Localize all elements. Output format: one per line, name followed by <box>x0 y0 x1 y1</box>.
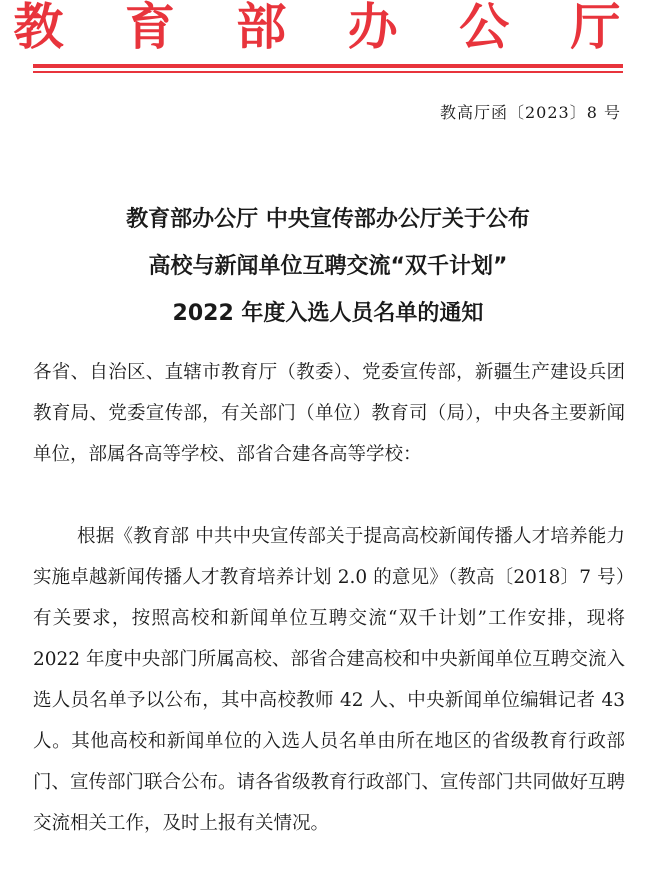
issuing-office-header: 教 育 部 办 公 厅 <box>13 0 643 56</box>
red-rule-thin <box>33 71 623 73</box>
red-rule-thick <box>33 64 623 68</box>
title-line-1: 教育部办公厅 中央宣传部办公厅关于公布 <box>126 207 530 232</box>
body-paragraph-1: 根据《教育部 中共中央宣传部关于提高高校新闻传播人才培养能力 实施卓越新闻传播人才教育培养计划 2.0 的意见》（教高〔2018〕7 号）有关要求，按照高校和新闻单位互聘交流“双千计划”工作安排，现将 2022 年度中央部门所属高校、部省合建高校和中央新闻单位互聘交流入选人员名单予以公布，其中高校教师 42 人、中央新闻单位编辑记者 43 人。其他高校和新闻单位的入选人员名单由所在地区的省级教育行政部门、宣传部门联合公布。请各省级教育行政部门、宣传部门共同做好互聘交流相关工作，及时上报有关情况。 <box>33 526 626 834</box>
addressee-paragraph: 各省、自治区、直辖市教育厅（教委）、党委宣传部，新疆生产建设兵团教育局、党委宣传部，有关部门（单位）教育司（局），中央各主要新闻单位，部属各高等学校、部省合建各高等学校： <box>33 362 625 465</box>
title-line-2: 高校与新闻单位互聘交流“双千计划” <box>148 254 508 279</box>
title-line-3: 2022 年度入选人员名单的通知 <box>172 301 484 326</box>
document-title <box>0 196 656 337</box>
document-number: 教高厅函〔2023〕8 号 <box>440 103 621 122</box>
